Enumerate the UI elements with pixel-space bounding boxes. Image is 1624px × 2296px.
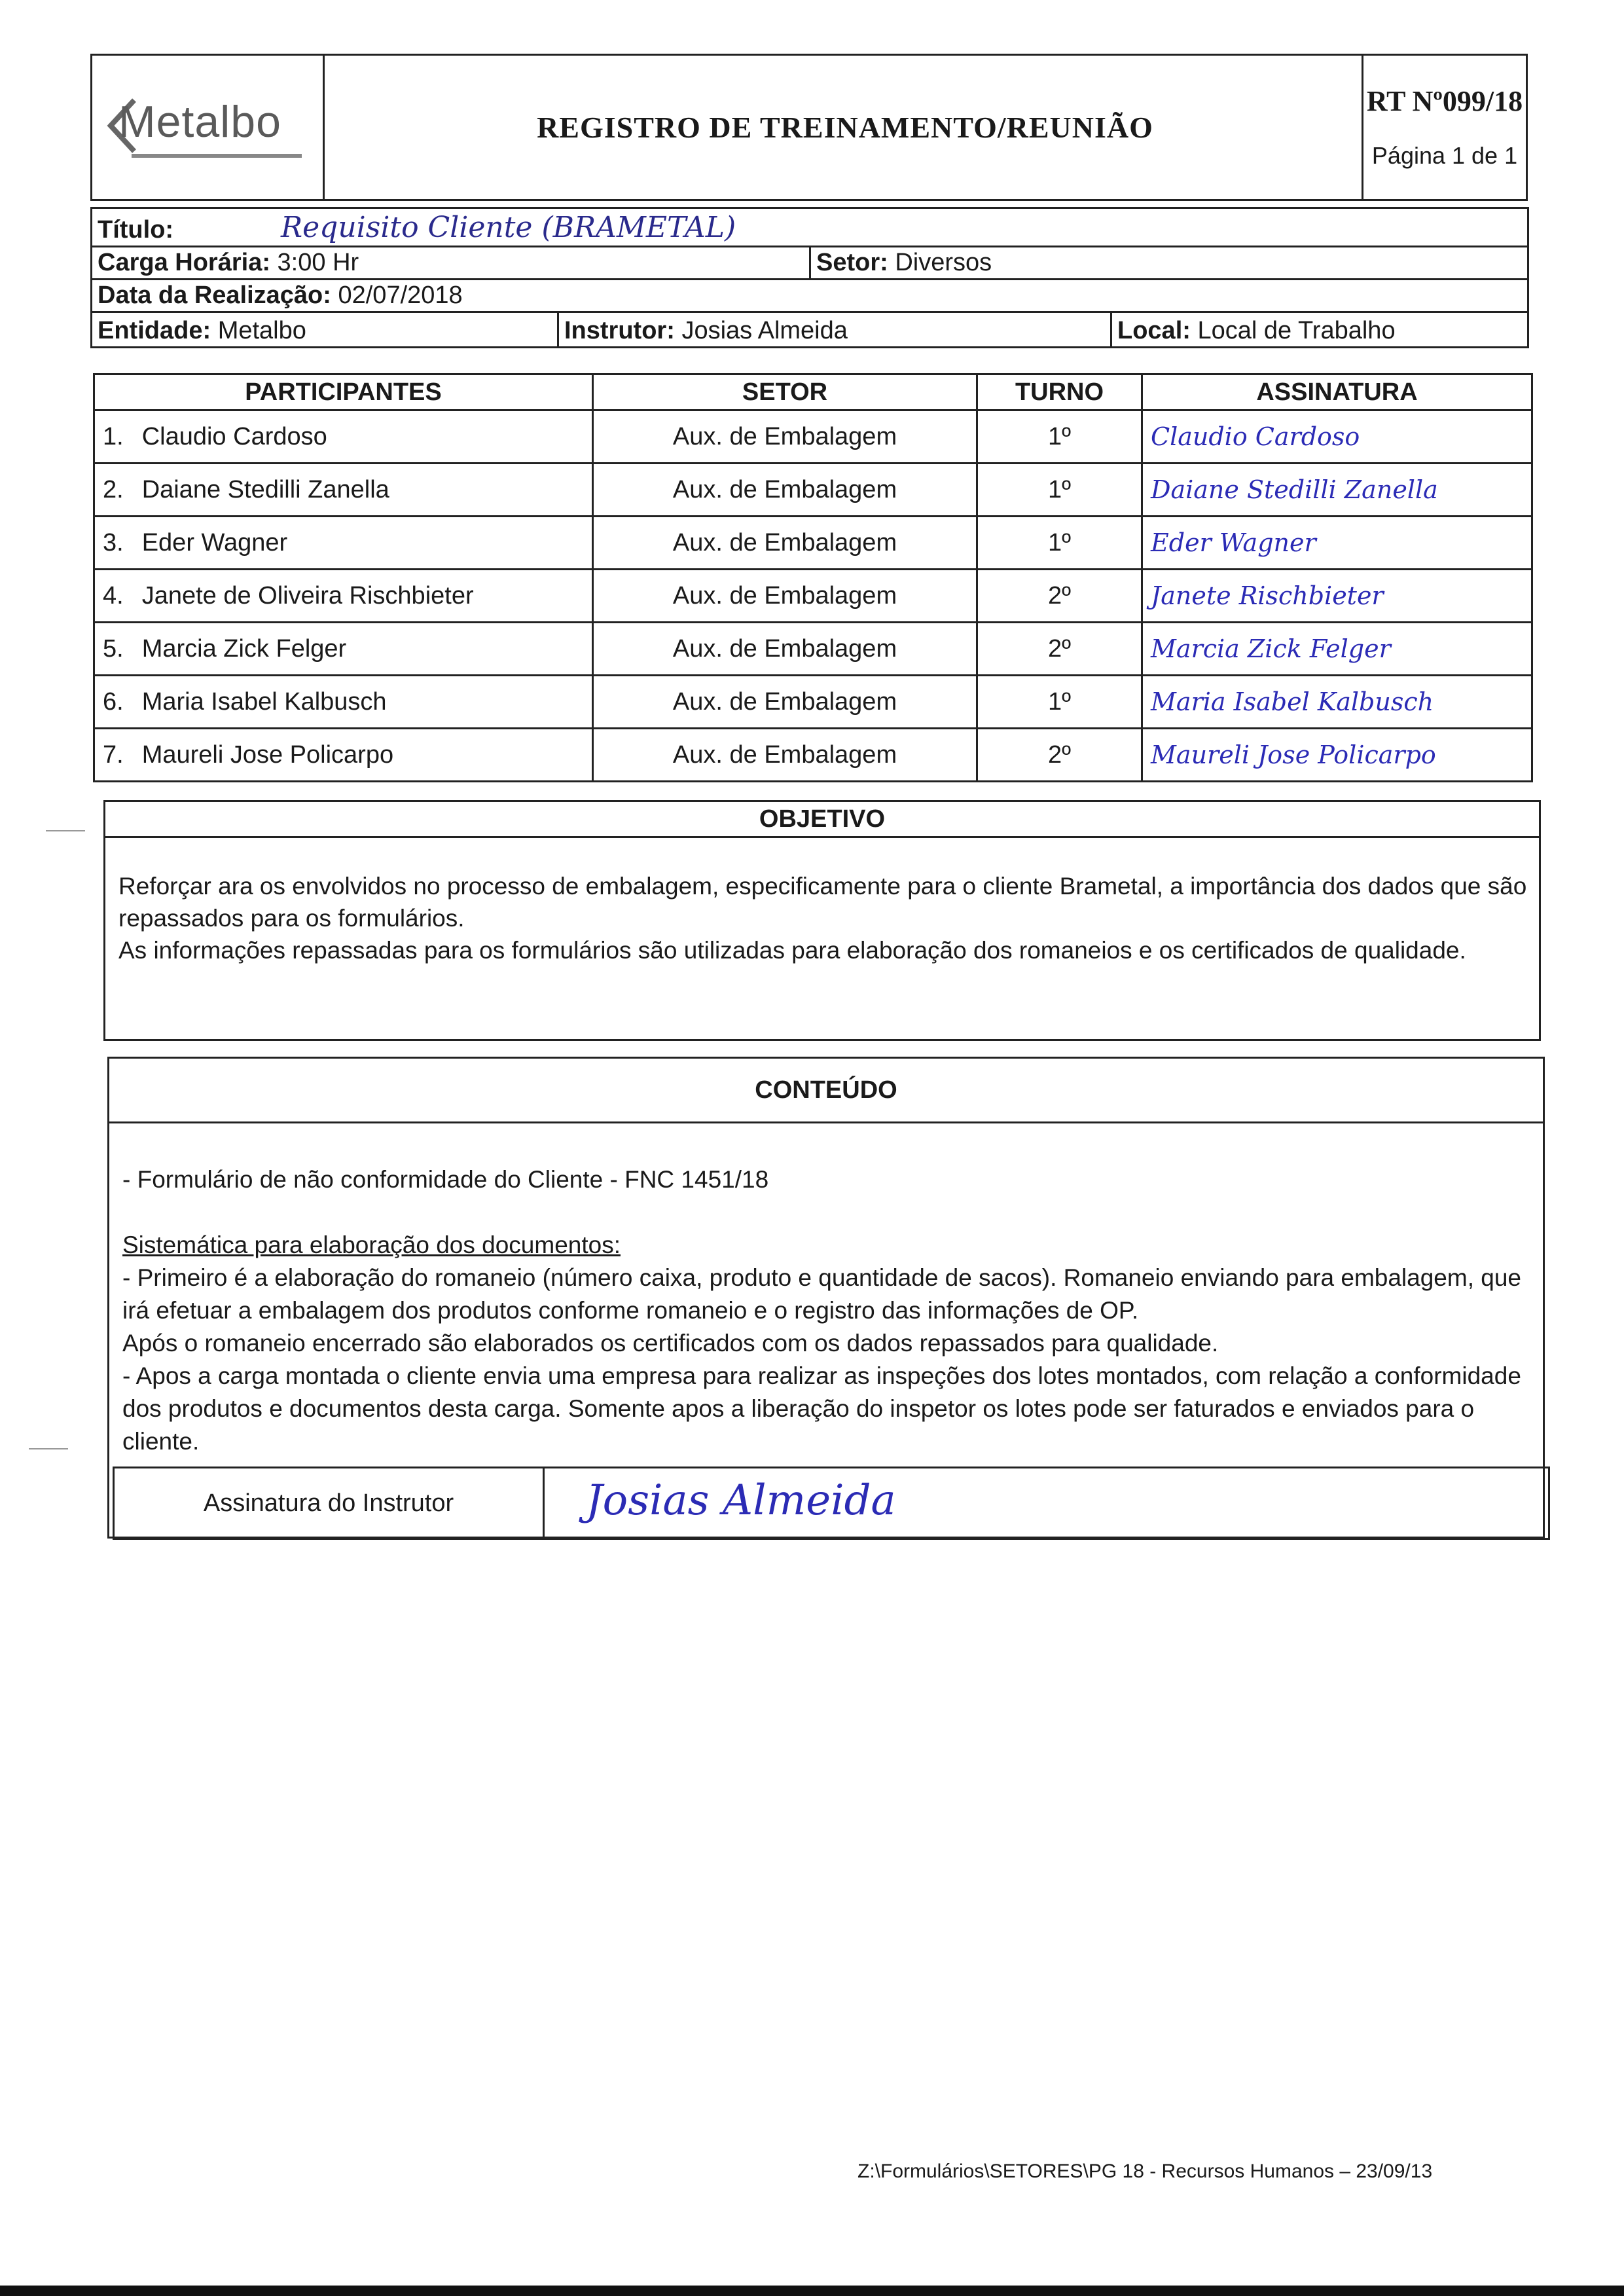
instrutor-label: Instrutor: [564, 317, 675, 344]
data-label: Data da Realização: [98, 282, 331, 309]
participant-signature: Janete Rischbieter [1142, 570, 1532, 623]
conteudo-paragraph-2: Após o romaneio encerrado são elaborados os certificados com os dados repassados para qualidade. [122, 1330, 1219, 1357]
conteudo-item-1: - Formulário de não conformidade do Cliente - FNC 1451/18 [122, 1166, 769, 1193]
logo-underline [132, 154, 302, 158]
participant-number: 7. [103, 740, 124, 769]
setor-label: Setor: [816, 249, 888, 276]
titulo-value: Requisito Cliente (BRAMETAL) [281, 211, 736, 244]
participant-row [94, 729, 1532, 782]
participant-number: 4. [103, 581, 124, 610]
scan-mark [46, 830, 85, 831]
participant-number: 3. [103, 528, 124, 556]
col-turno: TURNO [977, 374, 1142, 410]
participant-signature: Marcia Zick Felger [1142, 623, 1532, 676]
participant-turno: 1º [977, 410, 1142, 464]
titulo-label: Título: [98, 216, 174, 244]
participant-name [94, 676, 593, 729]
info-block [90, 207, 1529, 348]
rt-number: RT Nº099/18 [1366, 85, 1523, 117]
participant-name [94, 623, 593, 676]
objetivo-heading: OBJETIVO [105, 802, 1539, 838]
company-logo: Metalbo [118, 97, 281, 147]
page-indicator: Página 1 de 1 [1371, 142, 1518, 169]
col-participantes: PARTICIPANTES [94, 374, 593, 410]
footer-path: Z:\Formulários\SETORES\PG 18 - Recursos Humanos – 23/09/13 [857, 2160, 1433, 2182]
participant-name-text: Eder Wagner [141, 528, 288, 556]
participant-turno: 2º [977, 570, 1142, 623]
participant-name-text: Janete de Oliveira Rischbieter [141, 581, 474, 610]
participant-name-text: Marcia Zick Felger [141, 634, 347, 663]
local-label: Local: [1117, 317, 1191, 344]
objetivo-section [103, 800, 1541, 1041]
participant-name-text: Daiane Stedilli Zanella [141, 475, 389, 503]
scan-bottom-edge [0, 2286, 1624, 2296]
participant-row [94, 517, 1532, 570]
instrutor-value: Josias Almeida [681, 317, 848, 344]
participant-setor: Aux. de Embalagem [593, 464, 977, 517]
participant-signature: Daiane Stedilli Zanella [1142, 464, 1532, 517]
participant-row [94, 676, 1532, 729]
participant-setor: Aux. de Embalagem [593, 570, 977, 623]
participant-turno: 1º [977, 464, 1142, 517]
participant-setor: Aux. de Embalagem [593, 676, 977, 729]
participant-setor: Aux. de Embalagem [593, 410, 977, 464]
conteudo-heading: CONTEÚDO [109, 1059, 1543, 1123]
participant-name-text: Maria Isabel Kalbusch [141, 687, 387, 716]
participant-row [94, 464, 1532, 517]
participant-number: 2. [103, 475, 124, 503]
participant-setor: Aux. de Embalagem [593, 623, 977, 676]
local-value: Local de Trabalho [1197, 317, 1396, 344]
conteudo-paragraph-1: - Primeiro é a elaboração do romaneio (número caixa, produto e quantidade de sacos). Romaneio enviando para embalagem, que irá efetuar a embalagem dos produtos conforme romaneio e o registro das informações de OP. [122, 1264, 1522, 1324]
scan-mark [29, 1448, 68, 1449]
participant-setor: Aux. de Embalagem [593, 517, 977, 570]
participant-name [94, 464, 593, 517]
title-cell [323, 56, 1367, 199]
participant-signature: Maria Isabel Kalbusch [1142, 676, 1532, 729]
conteudo-paragraph-3: - Apos a carga montada o cliente envia uma empresa para realizar as inspeções dos lotes montados, com relação a conformidade dos produtos e documentos desta carga. Somente apos a liberação do inspetor os lotes pode ser faturados e enviados para o cliente. [122, 1362, 1521, 1455]
participant-signature: Maureli Jose Policarpo [1142, 729, 1532, 782]
participant-signature: Claudio Cardoso [1142, 410, 1532, 464]
participant-signature: Eder Wagner [1142, 517, 1532, 570]
rt-cell [1362, 56, 1526, 199]
conteudo-subheading: Sistemática para elaboração dos documentos: [122, 1231, 621, 1258]
entidade-label: Entidade: [98, 317, 211, 344]
participant-number: 1. [103, 422, 124, 450]
participant-name [94, 517, 593, 570]
document-header [90, 54, 1528, 201]
carga-label: Carga Horária: [98, 249, 270, 276]
document-title: REGISTRO DE TREINAMENTO/REUNIÃO [537, 111, 1153, 144]
data-value: 02/07/2018 [338, 282, 463, 309]
participant-name [94, 729, 593, 782]
conteudo-text [122, 1163, 1531, 1458]
participant-row [94, 410, 1532, 464]
participant-turno: 1º [977, 676, 1142, 729]
participant-row [94, 623, 1532, 676]
col-assinatura: ASSINATURA [1142, 374, 1532, 410]
carga-row [92, 246, 1527, 280]
participant-name [94, 570, 593, 623]
participant-turno: 2º [977, 623, 1142, 676]
instructor-signature: Josias Almeida [586, 1476, 896, 1525]
participant-turno: 1º [977, 517, 1142, 570]
participant-name-text: Claudio Cardoso [141, 422, 327, 450]
participant-row [94, 570, 1532, 623]
instructor-signature-label: Assinatura do Instrutor [115, 1468, 545, 1538]
participant-turno: 2º [977, 729, 1142, 782]
setor-value: Diversos [895, 249, 992, 276]
col-setor: SETOR [593, 374, 977, 410]
participant-number: 5. [103, 634, 124, 663]
objetivo-line-2: As informações repassadas para os formulários são utilizadas para elaboração dos romaneios e os certificados de qualidade. [118, 937, 1466, 964]
participant-name [94, 410, 593, 464]
logo-cell [92, 56, 325, 199]
participant-setor: Aux. de Embalagem [593, 729, 977, 782]
participant-name-text: Maureli Jose Policarpo [141, 740, 394, 769]
participant-number: 6. [103, 687, 124, 716]
entidade-row [92, 311, 1527, 346]
entidade-value: Metalbo [217, 317, 306, 344]
objetivo-line-1: Reforçar ara os envolvidos no processo de embalagem, especificamente para o cliente Brametal, a importância dos dados que são repassados para os formulários. [118, 873, 1527, 932]
titulo-row [92, 209, 1527, 247]
participants-header-row [94, 374, 1532, 410]
data-row [92, 278, 1527, 313]
objetivo-text [118, 870, 1527, 966]
instructor-signature-row [113, 1467, 1550, 1540]
carga-value: 3:00 Hr [277, 249, 359, 276]
participants-table [93, 373, 1533, 782]
